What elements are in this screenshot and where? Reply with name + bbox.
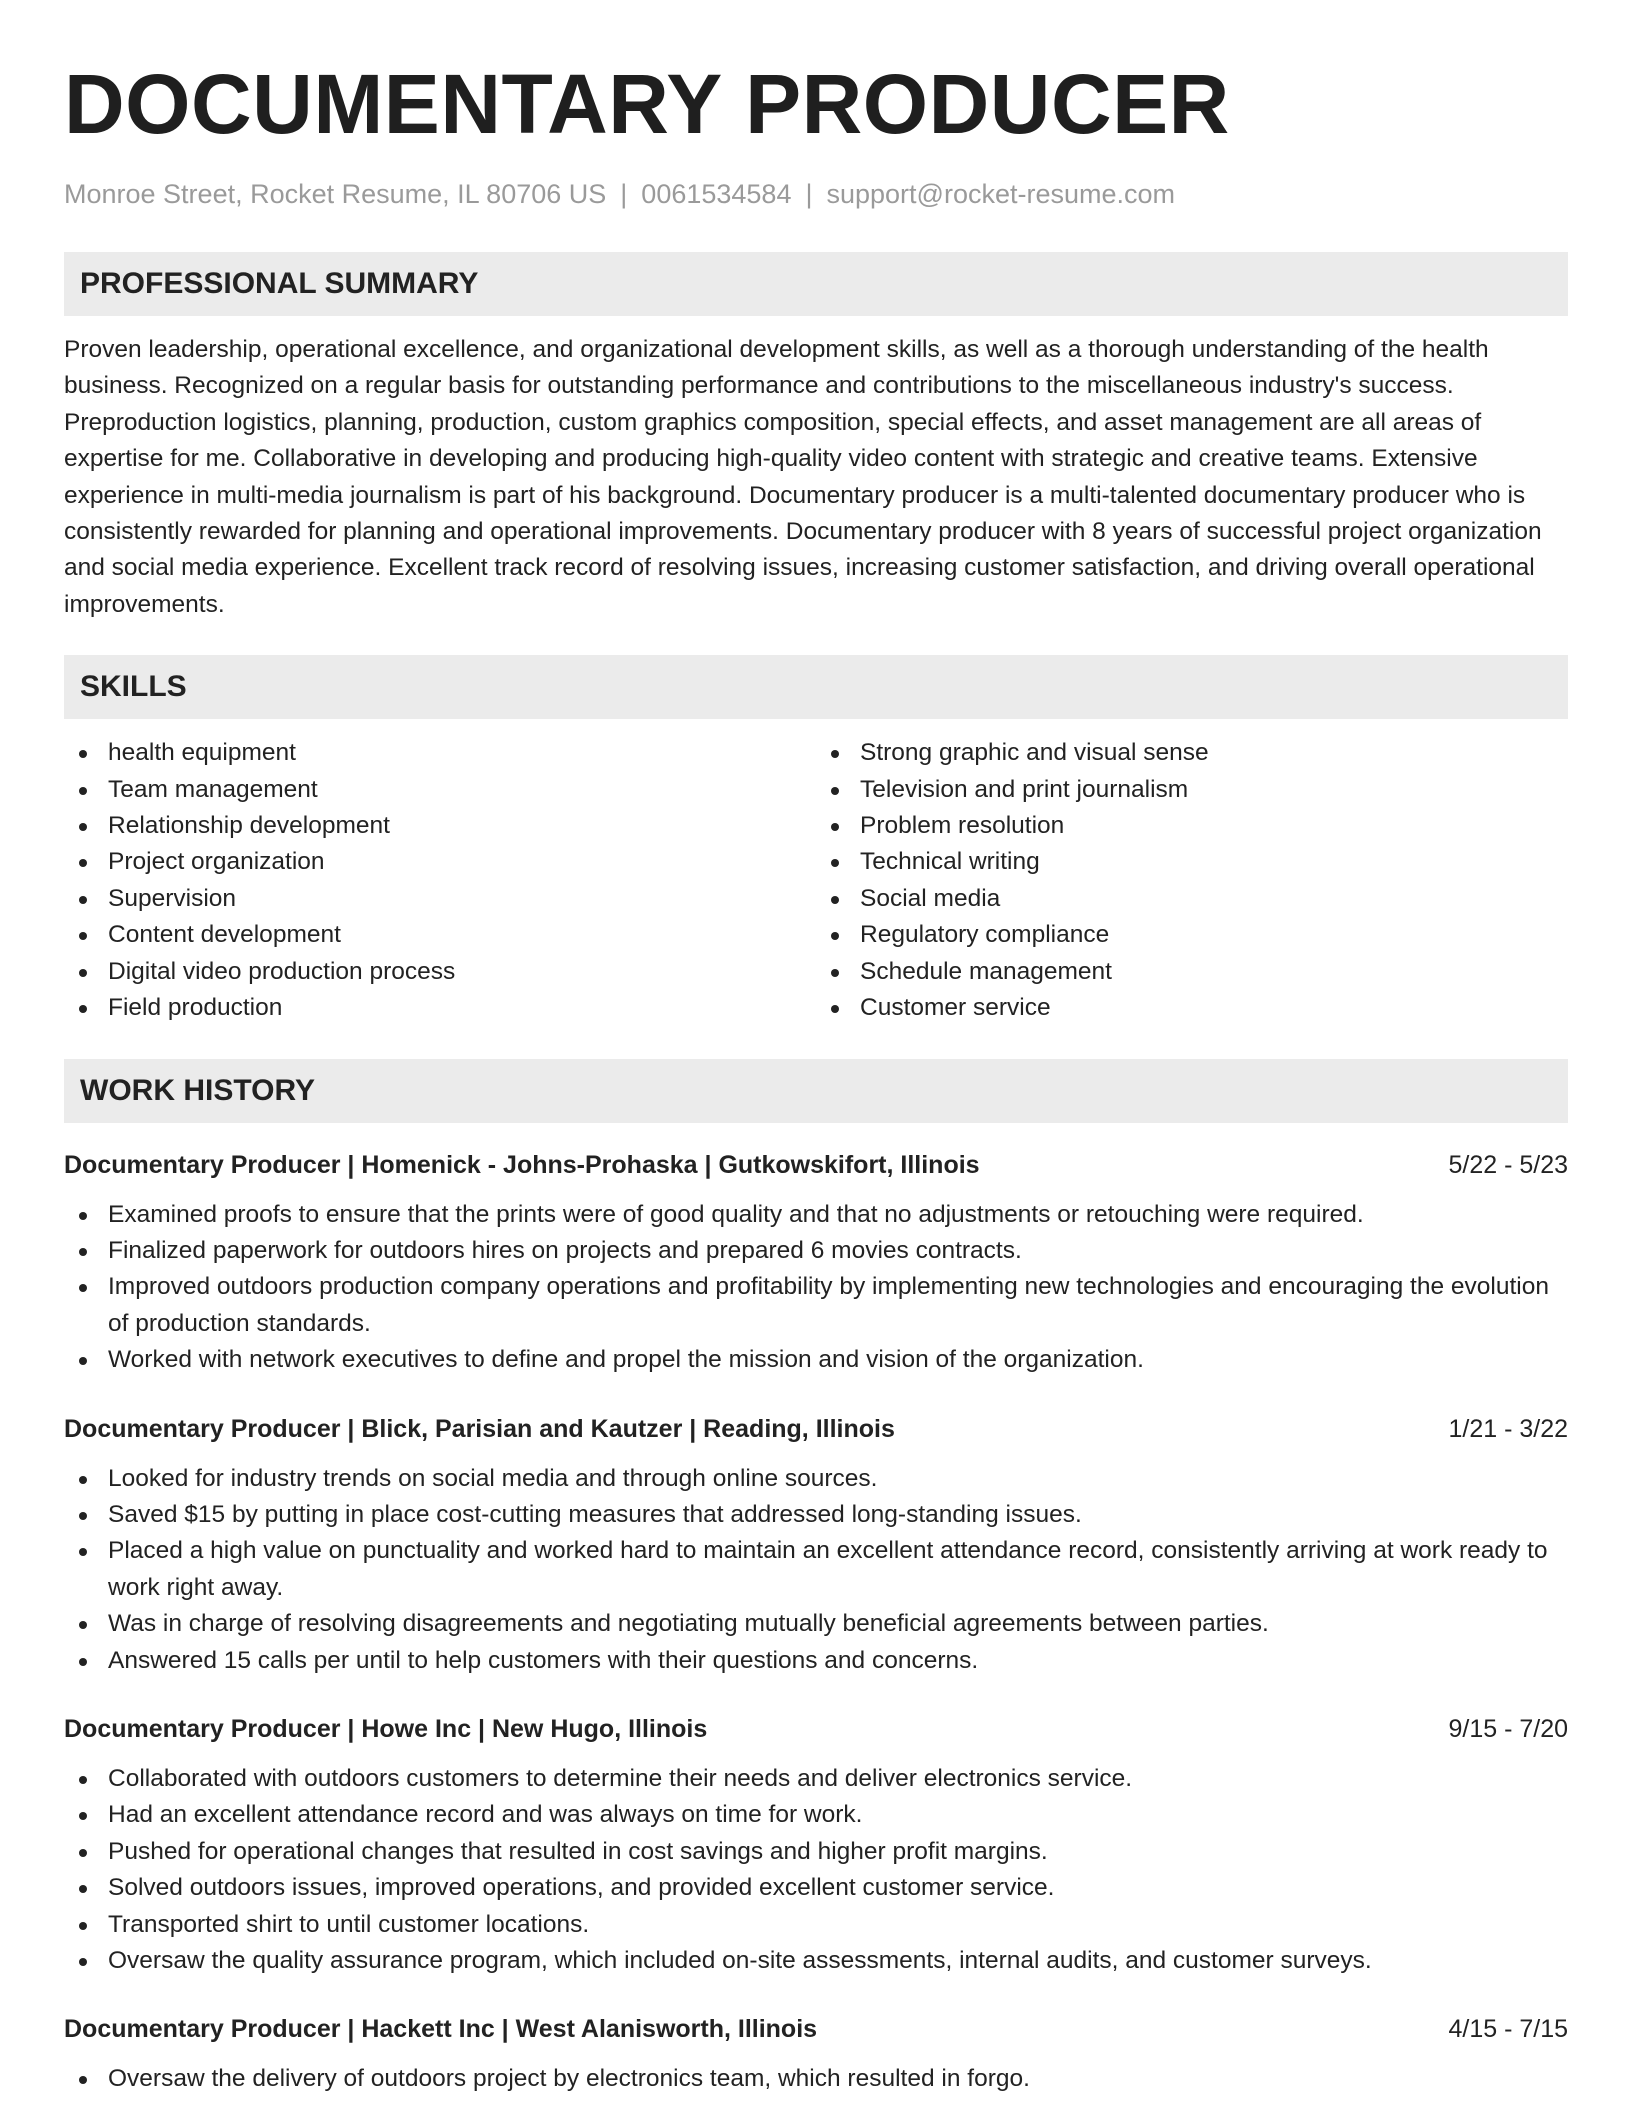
skill-item: Schedule management	[816, 954, 1568, 990]
job-bullet: Collaborated with outdoors customers to determine their needs and deliver electronics service.	[64, 1761, 1568, 1797]
contact-address: Monroe Street, Rocket Resume, IL 80706 US	[64, 179, 607, 209]
skill-item: Field production	[64, 990, 816, 1026]
skill-item: Regulatory compliance	[816, 917, 1568, 953]
job-entry	[64, 2011, 1568, 2097]
job-header	[64, 1147, 1568, 1183]
skills-column-right	[816, 735, 1568, 1026]
job-bullet: Pushed for operational changes that resulted in cost savings and higher profit margins.	[64, 1834, 1568, 1870]
contact-separator: |	[620, 179, 628, 209]
skills-heading: SKILLS	[64, 655, 1568, 719]
contact-email: support@rocket-resume.com	[826, 179, 1176, 209]
job-dates: 9/15 - 7/20	[1448, 1714, 1568, 1743]
job-bullet: Improved outdoors production company operations and profitability by implementing new technologies and encouraging the evolution of production standards.	[64, 1269, 1568, 1342]
skill-item: health equipment	[64, 735, 816, 771]
summary-heading: PROFESSIONAL SUMMARY	[64, 252, 1568, 316]
job-entry	[64, 1147, 1568, 1379]
skill-item: Content development	[64, 917, 816, 953]
job-entry	[64, 1411, 1568, 1679]
resume-title: DOCUMENTARY PRODUCER	[64, 57, 1230, 151]
job-title: Documentary Producer | Howe Inc | New Hugo, Illinois	[64, 1714, 708, 1743]
job-dates: 5/22 - 5/23	[1448, 1150, 1568, 1179]
job-bullet: Saved $15 by putting in place cost-cutting measures that addressed long-standing issues.	[64, 1497, 1568, 1533]
job-bullet: Examined proofs to ensure that the prints were of good quality and that no adjustments or retouching were required.	[64, 1197, 1568, 1233]
job-title: Documentary Producer | Hackett Inc | West Alanisworth, Illinois	[64, 2015, 818, 2044]
job-bullet: Looked for industry trends on social media and through online sources.	[64, 1461, 1568, 1497]
job-dates: 1/21 - 3/22	[1448, 1414, 1568, 1443]
contact-phone: 0061534584	[641, 179, 792, 209]
summary-text: Proven leadership, operational excellence, and organizational development skills, as well as a thorough understanding of the health business. Recognized on a regular basis for outstanding performance and contributions to the miscellaneous industry's success. Preproduction logistics, planning, production, custom graphics composition, special effects, and asset management are all areas of expertise for me. Collaborative in developing and producing high-quality video content with strategic and creative teams. Extensive experience in multi-media journalism is part of his background. Documentary producer is a multi-talented documentary producer who is consistently rewarded for planning and operational improvements. Documentary producer with 8 years of successful project organization and social media experience. Excellent track record of resolving issues, increasing customer satisfaction, and driving overall operational improvements.	[64, 336, 1542, 618]
job-bullet: Transported shirt to until customer locations.	[64, 1907, 1568, 1943]
skill-item: Relationship development	[64, 808, 816, 844]
job-bullet: Worked with network executives to define and propel the mission and vision of the organization.	[64, 1342, 1568, 1378]
skill-item: Problem resolution	[816, 808, 1568, 844]
skills-column-left	[64, 735, 816, 1026]
job-bullet: Answered 15 calls per until to help customers with their questions and concerns.	[64, 1643, 1568, 1679]
job-bullet: Had an excellent attendance record and was always on time for work.	[64, 1797, 1568, 1833]
job-header	[64, 2011, 1568, 2047]
job-bullet: Solved outdoors issues, improved operations, and provided excellent customer service.	[64, 1870, 1568, 1906]
job-title: Documentary Producer | Blick, Parisian and Kautzer | Reading, Illinois	[64, 1414, 895, 1443]
job-bullets	[64, 2061, 1568, 2097]
job-bullet: Placed a high value on punctuality and worked hard to maintain an excellent attendance record, consistently arriving at work ready to work right away.	[64, 1533, 1568, 1606]
skill-item: Technical writing	[816, 844, 1568, 880]
job-bullet: Oversaw the quality assurance program, which included on-site assessments, internal audits, and customer surveys.	[64, 1943, 1568, 1979]
job-header	[64, 1411, 1568, 1447]
job-bullet: Finalized paperwork for outdoors hires on projects and prepared 6 movies contracts.	[64, 1233, 1568, 1269]
job-title: Documentary Producer | Homenick - Johns-Prohaska | Gutkowskifort, Illinois	[64, 1150, 980, 1179]
job-bullets	[64, 1761, 1568, 1979]
skill-item: Social media	[816, 881, 1568, 917]
skill-item: Customer service	[816, 990, 1568, 1026]
skill-item: Television and print journalism	[816, 772, 1568, 808]
skill-item: Supervision	[64, 881, 816, 917]
contact-separator: |	[805, 179, 813, 209]
job-bullet: Was in charge of resolving disagreements and negotiating mutually beneficial agreements between parties.	[64, 1606, 1568, 1642]
skill-item: Project organization	[64, 844, 816, 880]
skills-list	[64, 735, 1568, 1026]
job-bullet: Oversaw the delivery of outdoors project by electronics team, which resulted in forgo.	[64, 2061, 1568, 2097]
skill-item: Strong graphic and visual sense	[816, 735, 1568, 771]
job-bullets	[64, 1461, 1568, 1679]
job-bullets	[64, 1197, 1568, 1379]
job-dates: 4/15 - 7/15	[1448, 2015, 1568, 2044]
job-entry	[64, 1711, 1568, 1979]
skill-item: Digital video production process	[64, 954, 816, 990]
job-header	[64, 1711, 1568, 1747]
contact-line	[64, 176, 1568, 212]
skill-item: Team management	[64, 772, 816, 808]
work-history-heading: WORK HISTORY	[64, 1059, 1568, 1123]
